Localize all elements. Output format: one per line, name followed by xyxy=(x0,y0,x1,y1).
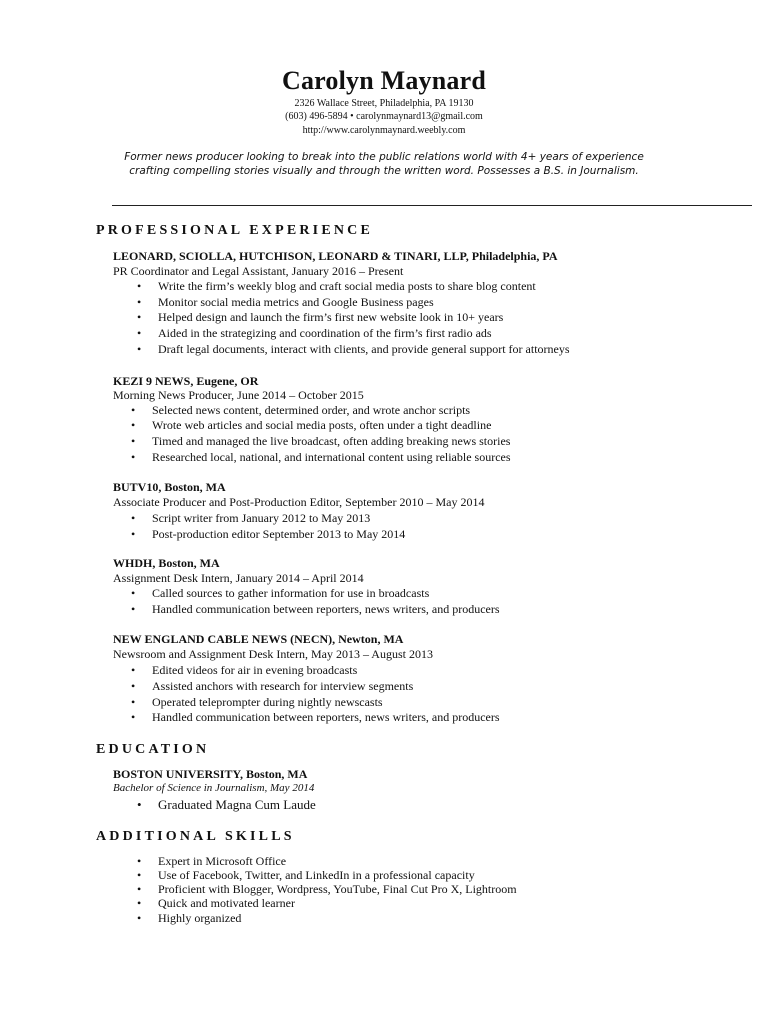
job-role: Morning News Producer, June 2014 – October 2015 xyxy=(113,388,364,402)
job-bullet xyxy=(137,342,570,357)
job-bullet xyxy=(137,326,492,341)
bullet-icon: • xyxy=(131,679,136,693)
bullet-text: Edited videos for air in evening broadcasts xyxy=(152,663,358,677)
bullet-text: Graduated Magna Cum Laude xyxy=(158,797,316,812)
bullet-icon: • xyxy=(137,896,142,910)
job-role: Assignment Desk Intern, January 2014 – April 2014 xyxy=(113,571,364,585)
bullet-text: Write the firm’s weekly blog and craft social media posts to share blog content xyxy=(158,279,536,293)
bullet-icon: • xyxy=(137,868,142,882)
bullet-icon: • xyxy=(131,710,136,724)
skill-text: Quick and motivated learner xyxy=(158,896,295,910)
bullet-icon: • xyxy=(131,602,136,616)
bullet-icon: • xyxy=(137,295,142,309)
job-bullet xyxy=(131,695,383,710)
skill-text: Use of Facebook, Twitter, and LinkedIn in a professional capacity xyxy=(158,868,475,882)
bullet-text: Handled communication between reporters, news writers, and producers xyxy=(152,710,500,724)
job-bullet xyxy=(131,586,430,601)
section-heading-skills: ADDITIONAL SKILLS xyxy=(96,829,295,844)
skill-item xyxy=(137,868,475,883)
job-role: Newsroom and Assignment Desk Intern, May 2013 – August 2013 xyxy=(113,647,433,661)
bullet-text: Timed and managed the live broadcast, often adding breaking news stories xyxy=(152,434,511,448)
bullet-text: Called sources to gather information for use in broadcasts xyxy=(152,586,430,600)
bullet-text: Handled communication between reporters, news writers, and producers xyxy=(152,602,500,616)
bullet-text: Researched local, national, and international content using reliable sources xyxy=(152,450,511,464)
job-employer: BUTV10, Boston, MA xyxy=(113,480,226,494)
job-bullet xyxy=(131,418,492,433)
bullet-text: Monitor social media metrics and Google Business pages xyxy=(158,295,434,309)
section-heading-education: EDUCATION xyxy=(96,742,210,757)
website: http://www.carolynmaynard.weebly.com xyxy=(302,125,466,136)
job-bullet xyxy=(131,710,500,725)
bullet-icon: • xyxy=(137,342,142,356)
bullet-icon: • xyxy=(131,695,136,709)
job-bullet xyxy=(131,663,358,678)
skill-item xyxy=(137,911,242,926)
bullet-text: Aided in the strategizing and coordination of the firm’s first radio ads xyxy=(158,326,492,340)
job-bullet xyxy=(131,679,414,694)
job-bullet xyxy=(137,310,504,325)
job-employer: NEW ENGLAND CABLE NEWS (NECN), Newton, MA xyxy=(113,632,404,646)
bullet-text: Script writer from January 2012 to May 2013 xyxy=(152,511,371,525)
bullet-icon: • xyxy=(137,279,142,293)
bullet-icon: • xyxy=(137,797,142,812)
job-bullet xyxy=(131,450,511,465)
job-bullet xyxy=(131,434,511,449)
degree: Bachelor of Science in Journalism, May 2014 xyxy=(113,782,315,794)
job-bullet xyxy=(131,602,500,617)
bullet-text: Helped design and launch the firm’s first new website look in 10+ years xyxy=(158,310,504,324)
bullet-icon: • xyxy=(137,911,142,925)
bullet-icon: • xyxy=(131,403,136,417)
summary-line: Former news producer looking to break into the public relations world with 4+ years of experience xyxy=(124,151,644,163)
job-bullet xyxy=(131,511,371,526)
address: 2326 Wallace Street, Philadelphia, PA 19130 xyxy=(294,98,474,109)
bullet-text: Draft legal documents, interact with clients, and provide general support for attorneys xyxy=(158,342,570,356)
job-role: Associate Producer and Post-Production Editor, September 2010 – May 2014 xyxy=(113,495,485,509)
job-bullet xyxy=(137,279,536,294)
bullet-icon: • xyxy=(131,434,136,448)
bullet-text: Assisted anchors with research for interview segments xyxy=(152,679,414,693)
bullet-text: Selected news content, determined order, and wrote anchor scripts xyxy=(152,403,471,417)
skill-item xyxy=(137,896,295,911)
job-employer: KEZI 9 NEWS, Eugene, OR xyxy=(113,374,259,388)
bullet-icon: • xyxy=(131,527,136,541)
bullet-icon: • xyxy=(137,326,142,340)
bullet-text: Wrote web articles and social media posts, often under a tight deadline xyxy=(152,418,492,432)
skill-item xyxy=(137,882,517,897)
bullet-icon: • xyxy=(131,418,136,432)
summary-line: crafting compelling stories visually and through the written word. Possesses a B.S. in Journalism. xyxy=(129,165,639,177)
bullet-icon: • xyxy=(137,310,142,324)
education-bullet xyxy=(137,797,316,813)
job-bullet xyxy=(137,295,434,310)
phone-email: (603) 496-5894 • carolynmaynard13@gmail.com xyxy=(285,111,483,122)
summary xyxy=(0,150,768,178)
bullet-text: Post-production editor September 2013 to May 2014 xyxy=(152,527,406,541)
bullet-icon: • xyxy=(131,450,136,464)
skill-item xyxy=(137,854,287,869)
bullet-icon: • xyxy=(137,854,142,868)
skill-text: Expert in Microsoft Office xyxy=(158,854,287,868)
job-employer: LEONARD, SCIOLLA, HUTCHISON, LEONARD & TINARI, LLP, Philadelphia, PA xyxy=(113,249,558,263)
job-employer: WHDH, Boston, MA xyxy=(113,556,220,570)
bullet-icon: • xyxy=(131,586,136,600)
job-role: PR Coordinator and Legal Assistant, January 2016 – Present xyxy=(113,264,404,278)
bullet-icon: • xyxy=(131,663,136,677)
section-heading-experience: PROFESSIONAL EXPERIENCE xyxy=(96,223,374,238)
job-bullet xyxy=(131,403,471,418)
bullet-text: Operated teleprompter during nightly newscasts xyxy=(152,695,383,709)
job-bullet xyxy=(131,527,406,542)
resume-name: Carolyn Maynard xyxy=(281,66,487,95)
school-name: BOSTON UNIVERSITY, Boston, MA xyxy=(113,767,308,781)
header-divider xyxy=(112,205,752,206)
bullet-icon: • xyxy=(137,882,142,896)
bullet-icon: • xyxy=(131,511,136,525)
skill-text: Highly organized xyxy=(158,911,242,925)
skill-text: Proficient with Blogger, Wordpress, YouTube, Final Cut Pro X, Lightroom xyxy=(158,882,517,896)
